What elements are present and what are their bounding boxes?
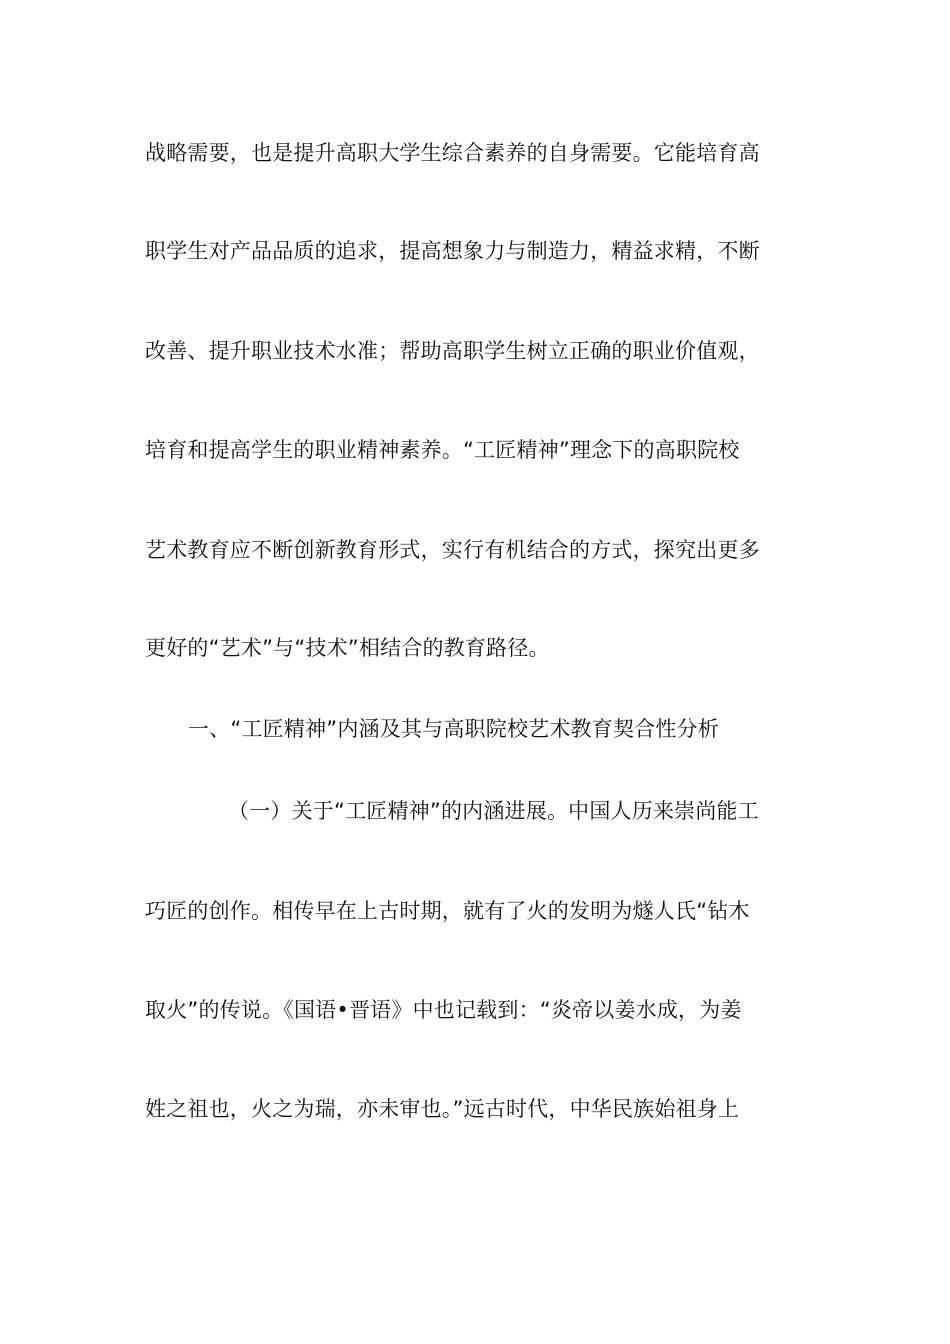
body-text-line: 巧匠的创作。相传早在上古时期，就有了火的发明为燧人氏“钻木 [145, 899, 750, 923]
body-text-line: 培育和提高学生的职业精神素养。“工匠精神”理念下的高职院校 [145, 438, 740, 462]
body-text-line: 职学生对产品品质的追求，提高想象力与制造力，精益求精，不断 [145, 239, 760, 263]
body-text-line: 姓之祖也，火之为瑞，亦未审也。”远古时代，中华民族始祖身上 [145, 1097, 740, 1121]
body-text-line: 战略需要，也是提升高职大学生综合素养的自身需要。它能培育高 [145, 141, 760, 165]
body-text-line: 改善、提升职业技术水准；帮助高职学生树立正确的职业价值观， [145, 339, 760, 363]
section-heading: 一、“工匠精神”内涵及其与高职院校艺术教育契合性分析 [188, 717, 719, 741]
body-text-line: 艺术教育应不断创新教育形式，实行有机结合的方式，探究出更多 [145, 538, 760, 562]
body-text-line: 取火”的传说。《国语•晋语》中也记载到：“炎帝以姜水成，为姜 [145, 998, 742, 1022]
body-text-line: 更好的“艺术”与“技术”相结合的教育路径。 [145, 636, 550, 660]
subsection-first-line: （一）关于“工匠精神”的内涵进展。中国人历来崇尚能工 [228, 799, 759, 823]
